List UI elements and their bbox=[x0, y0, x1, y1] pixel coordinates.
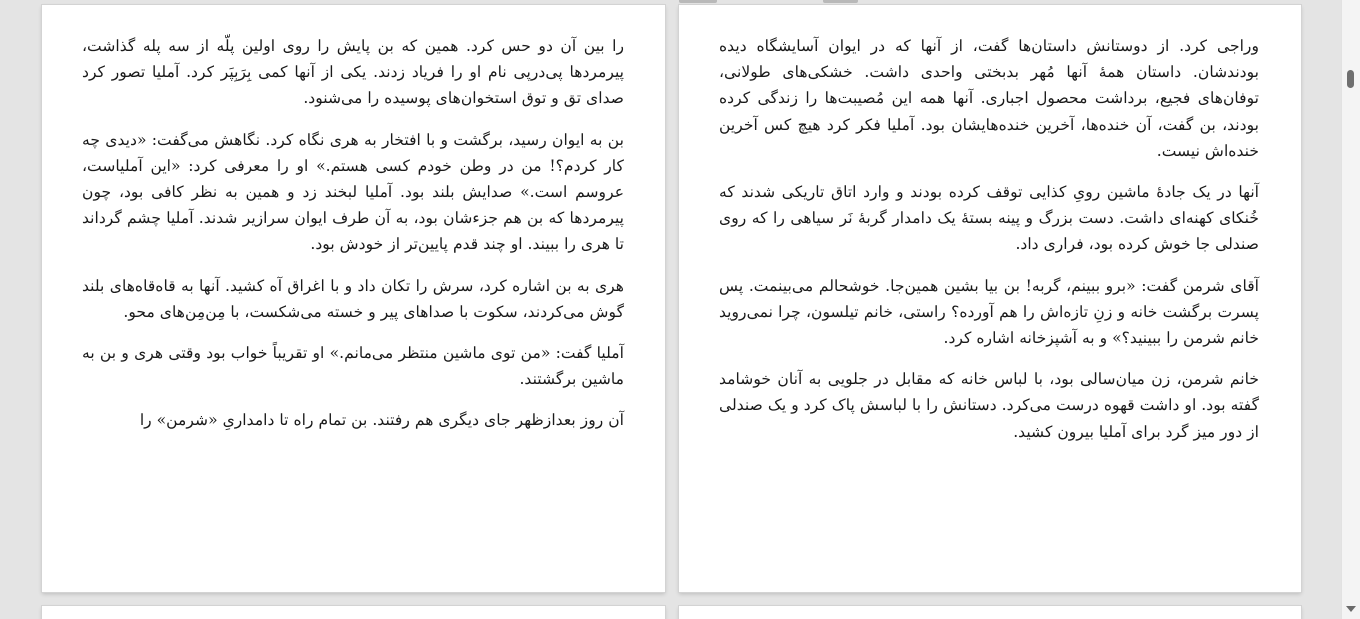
page-top-marker bbox=[823, 0, 858, 3]
next-left-page bbox=[42, 606, 665, 619]
vertical-scrollbar[interactable] bbox=[1341, 0, 1360, 619]
page-top-marker bbox=[679, 0, 717, 3]
paragraph: آملیا گفت: «من توی ماشین منتظر می‌مانم.» او تقریباً خواب بود وقتی هری و بن به ماشین برگشتند. bbox=[82, 344, 624, 389]
paragraph: آنها در یک جادهٔ ماشین رویِ کذایی توقف کرده بودند و وارد اتاق تاریکی شدند که خُنکای کهنه‌ای داشت. دست بزرگ و پینه بستهٔ یک دامدار گربهٔ نَر سیاهی را که روی صندلی جا خوش کرده بود، فراری داد. bbox=[719, 183, 1259, 254]
right-page-text bbox=[719, 33, 1259, 460]
next-right-page bbox=[679, 606, 1301, 619]
paragraph: خانم شرمن، زن میان‌سالی بود، با لباس خانه که مقابل در جلویی به آنان خوشامد گفته بود. او داشت قهوه درست می‌کرد. دستانش را با لباسش پاک کرد و یک صندلی از دور میز گرد برای آملیا بیرون کشید. bbox=[719, 370, 1259, 441]
left-page-text bbox=[82, 33, 624, 449]
paragraph: را بین آن دو حس کرد. همین که بن پایش را روی اولین پلّه از سه پله گذاشت، پیرمردها پی‌درپی نام او را فریاد زدند. یکی از آنها کمی بِرَبِپَر کرد. آملیا تصور کرد صدای تق و توق استخوان‌های پوسیده را می‌شنود. bbox=[82, 37, 624, 108]
paragraph: بن به ایوان رسید، برگشت و با افتخار به هری نگاه کرد. نگاهش می‌گفت: «دیدی چه کار کردم؟! من در وطن خودم کسی هستم.» او را معرفی کرد: «این آملیاست، عروسم است.» صدایش بلند بود. آملیا لبخند زد و همین به نظر کافی بود، چون پیرمردها که بن هم جزءشان بود، به آن طرف ایوان سرازیر شدند. آملیا چشم گرداند تا هری را ببیند. او چند قدم پایین‌تر از خودش بود. bbox=[82, 130, 624, 254]
paragraph: هری به بن اشاره کرد، سرش را تکان داد و با اغراق آه کشید. آنها به قاه‌قاه‌های بلند گوش می‌کردند، سکوت با صداهای پیر و خسته می‌شکست، با مِن‌مِن‌های محو. bbox=[82, 276, 624, 321]
paragraph: آقای شرمن گفت: «برو ببینم، گربه! بن بیا بشین همین‌جا. خوشحالم می‌بینمت. پس پسرت برگشت خانه و زنِ تازه‌اش را هم آورده؟ راستی، خانم تیلسون، چرا نمی‌روید خانم شرمن را ببینید؟» و به آشپزخانه اشاره کرد. bbox=[719, 276, 1259, 348]
scrollbar-thumb[interactable] bbox=[1347, 70, 1354, 88]
paragraph: آن روز بعدازظهر جای دیگری هم رفتند. بن تمام راه تا دامداریِ «شرمن» را bbox=[139, 411, 624, 430]
left-page bbox=[42, 5, 665, 592]
scroll-down-arrow-icon[interactable] bbox=[1346, 606, 1356, 612]
paragraph: وراجی کرد. از دوستانش داستان‌ها گفت، از آنها که در ایوان آسایشگاه دیده بودندشان. داستان همهٔ آنها مُهر بدبختی واحدی داشت. خشکی‌های طولانی، توفان‌های فجیع، برداشت محصول اجباری. آنها همه این مُصیبت‌ها را زندگی کرده بودند، بن گفت، آن خنده‌ها، آخرین خنده‌هایشان بود. آملیا فکر کرد هیچ کس آخرین خنده‌اش نیست. bbox=[719, 37, 1259, 160]
right-page bbox=[679, 5, 1301, 592]
